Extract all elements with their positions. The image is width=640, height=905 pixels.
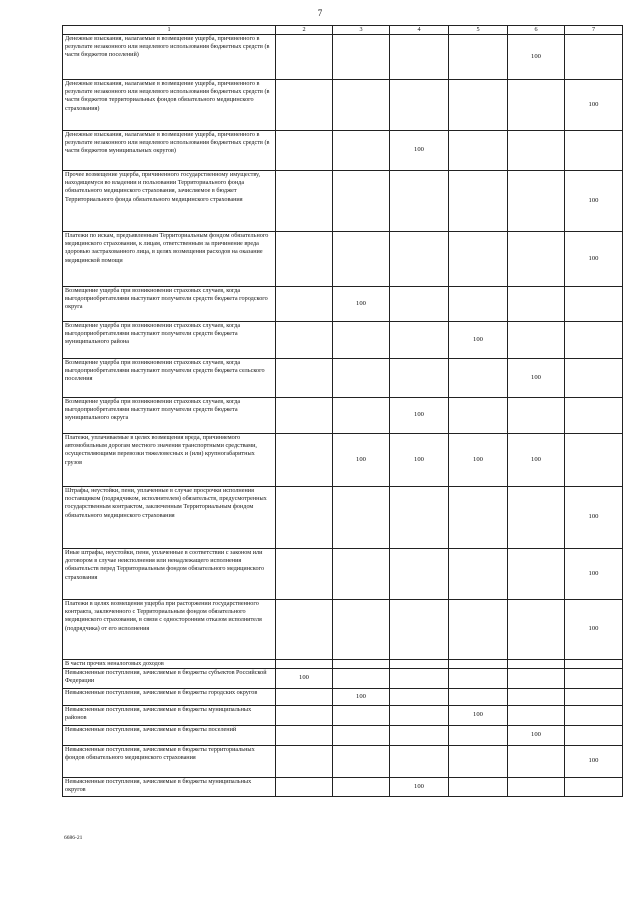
value-cell [449,778,508,797]
value-cell [390,171,449,232]
value-cell: 100 [565,171,623,232]
value-cell: 100 [390,778,449,797]
value-cell [508,80,565,131]
value-cell: 100 [333,434,390,487]
column-header: 1 [63,26,276,35]
value-cell [449,232,508,287]
row-label: Иные штрафы, неустойки, пени, уплаченные в соответствии с законом или договором в случае неисполнения или ненадлежащего исполнения обязательств перед Территориальным фондом обязательного медицинского страхования [63,549,276,600]
row-label: Платежи в целях возмещения ущерба при расторжении государственного контракта, заключенного с Территориальным фондом обязательного медицинского страхования, в связи с односторонним отказом исполнителя (подрядчика) от его исполнения [63,600,276,660]
table-row [63,35,623,80]
value-cell [565,689,623,706]
value-cell: 100 [276,669,333,689]
value-cell [390,746,449,778]
row-label: Прочее возмещение ущерба, причиненного государственному имуществу, находящемуся во владении и пользовании Территориального фонда обязательного медицинского страхования, зачисляемое в бюджет Территориального фонда обязательного медицинского страхования [63,171,276,232]
value-cell [508,669,565,689]
column-header: 6 [508,26,565,35]
value-cell: 100 [390,434,449,487]
value-cell [333,359,390,398]
value-cell [390,669,449,689]
table-row [63,549,623,600]
page-number: 7 [317,8,323,18]
table-row [63,131,623,171]
value-cell: 100 [449,434,508,487]
value-cell: 100 [333,689,390,706]
row-label: Платежи, уплачиваемые в целях возмещения вреда, причиняемого автомобильным дорогам местного значения транспортными средствами, осуществляющими перевозки тяжеловесных и (или) крупногабаритных грузов [63,434,276,487]
value-cell [276,746,333,778]
value-cell [449,359,508,398]
value-cell [565,669,623,689]
value-cell [449,746,508,778]
value-cell [508,706,565,726]
value-cell [390,726,449,746]
value-cell [508,549,565,600]
value-cell [508,689,565,706]
value-cell [390,660,449,669]
value-cell [449,689,508,706]
row-label: Денежные взыскания, налагаемые в возмещение ущерба, причиненного в результате незаконного или нецелевого использования бюджетных средств (в части бюджетов поселений) [63,35,276,80]
value-cell [449,287,508,322]
value-cell [508,487,565,549]
value-cell [333,487,390,549]
table-row [63,778,623,797]
value-cell [449,35,508,80]
value-cell: 100 [449,322,508,359]
value-cell [508,600,565,660]
table-row [63,80,623,131]
value-cell [390,80,449,131]
value-cell [333,35,390,80]
row-label: Невыясненные поступления, зачисляемые в бюджеты субъектов Российской Федерации [63,669,276,689]
table-row [63,706,623,726]
value-cell [508,232,565,287]
value-cell [276,549,333,600]
value-cell [333,171,390,232]
value-cell [390,600,449,660]
value-cell: 100 [565,600,623,660]
value-cell [333,398,390,434]
table-body [63,35,623,797]
value-cell [333,778,390,797]
table-row [63,359,623,398]
value-cell [565,359,623,398]
table-row [63,434,623,487]
row-label: Платежи по искам, предъявленным Территориальным фондом обязательного медицинского страхования, к лицам, ответственным за причинение вреда здоровью застрахованного лица, в целях возмещения расходов на оказание медицинской помощи [63,232,276,287]
revenue-distribution-table [62,25,623,797]
column-header: 4 [390,26,449,35]
value-cell [565,434,623,487]
value-cell [276,322,333,359]
value-cell [333,232,390,287]
table-row [63,398,623,434]
table-row [63,287,623,322]
value-cell [565,726,623,746]
row-label: Денежные взыскания, налагаемые в возмещение ущерба, причиненного в результате незаконного или нецелевого использования бюджетных средств (в части бюджетов муниципальных округов) [63,131,276,171]
row-label: Невыясненные поступления, зачисляемые в бюджеты муниципальных районов [63,706,276,726]
table-row [63,660,623,669]
value-cell [565,398,623,434]
value-cell [508,778,565,797]
value-cell [449,549,508,600]
value-cell [333,600,390,660]
value-cell: 100 [508,434,565,487]
value-cell [565,131,623,171]
value-cell [333,80,390,131]
value-cell [276,726,333,746]
value-cell [565,287,623,322]
value-cell [333,706,390,726]
value-cell: 100 [390,131,449,171]
table-row [63,487,623,549]
value-cell [508,746,565,778]
value-cell [508,287,565,322]
value-cell [508,131,565,171]
value-cell [276,35,333,80]
value-cell: 100 [565,549,623,600]
value-cell [565,660,623,669]
value-cell [276,706,333,726]
value-cell [390,549,449,600]
column-header: 7 [565,26,623,35]
value-cell [276,359,333,398]
value-cell [276,80,333,131]
value-cell [449,660,508,669]
value-cell [508,398,565,434]
value-cell [565,706,623,726]
row-label: Невыясненные поступления, зачисляемые в бюджеты муниципальных округов [63,778,276,797]
value-cell [276,660,333,669]
row-label: Возмещение ущерба при возникновении страховых случаев, когда выгодоприобретателями выступают получатели средств бюджета муниципального округа [63,398,276,434]
value-cell [390,359,449,398]
row-label: Штрафы, неустойки, пени, уплаченные в случае просрочки исполнения поставщиком (подрядчиком, исполнителем) обязательств, предусмотренных государственным контрактом, заключенным Территориальным фондом обязательного медицинского страхования [63,487,276,549]
column-header: 5 [449,26,508,35]
footer-code: 6686-21 [64,835,83,841]
value-cell [565,778,623,797]
value-cell [390,689,449,706]
row-label: Возмещение ущерба при возникновении страховых случаев, когда выгодоприобретателями выступают получатели средств бюджета сельского поселения [63,359,276,398]
value-cell [449,600,508,660]
column-header: 2 [276,26,333,35]
value-cell [276,434,333,487]
value-cell [276,232,333,287]
value-cell [449,131,508,171]
value-cell [390,287,449,322]
value-cell: 100 [565,746,623,778]
value-cell [333,131,390,171]
row-label: В части прочих неналоговых доходов [63,660,276,669]
value-cell: 100 [565,232,623,287]
table-row [63,322,623,359]
row-label: Невыясненные поступления, зачисляемые в бюджеты городских округов [63,689,276,706]
value-cell: 100 [565,80,623,131]
value-cell [333,726,390,746]
value-cell [449,726,508,746]
value-cell: 100 [508,726,565,746]
value-cell [333,549,390,600]
table-row [63,689,623,706]
value-cell [276,689,333,706]
row-label: Невыясненные поступления, зачисляемые в бюджеты поселений [63,726,276,746]
header-row [63,26,623,35]
value-cell: 100 [508,35,565,80]
table-row [63,600,623,660]
value-cell [565,322,623,359]
row-label: Невыясненные поступления, зачисляемые в бюджеты территориальных фондов обязательного медицинского страхования [63,746,276,778]
value-cell [508,660,565,669]
row-label: Возмещение ущерба при возникновении страховых случаев, когда выгодоприобретателями выступают получатели средств бюджета городского округа [63,287,276,322]
value-cell [276,778,333,797]
value-cell [390,232,449,287]
value-cell: 100 [565,487,623,549]
value-cell [276,131,333,171]
row-label: Денежные взыскания, налагаемые в возмещение ущерба, причиненного в результате незаконного или нецелевого использования бюджетных средств (в части бюджетов территориальных фондов обязательного медицинского страхования) [63,80,276,131]
column-header: 3 [333,26,390,35]
value-cell: 100 [390,398,449,434]
value-cell [449,398,508,434]
value-cell [449,80,508,131]
value-cell [508,171,565,232]
value-cell [508,322,565,359]
table-row [63,232,623,287]
row-label: Возмещение ущерба при возникновении страховых случаев, когда выгодоприобретателями выступают получатели средств бюджета муниципального района [63,322,276,359]
value-cell [390,487,449,549]
value-cell [449,487,508,549]
value-cell [390,35,449,80]
value-cell: 100 [449,706,508,726]
value-cell [333,669,390,689]
value-cell [276,600,333,660]
value-cell [276,398,333,434]
value-cell [276,171,333,232]
table-row [63,171,623,232]
value-cell [390,322,449,359]
value-cell [276,487,333,549]
value-cell [449,669,508,689]
value-cell: 100 [333,287,390,322]
table-row [63,726,623,746]
value-cell [333,746,390,778]
value-cell [276,287,333,322]
value-cell [449,171,508,232]
value-cell: 100 [508,359,565,398]
value-cell [333,322,390,359]
table-row [63,746,623,778]
value-cell [333,660,390,669]
table-row [63,669,623,689]
value-cell [565,35,623,80]
value-cell [390,706,449,726]
